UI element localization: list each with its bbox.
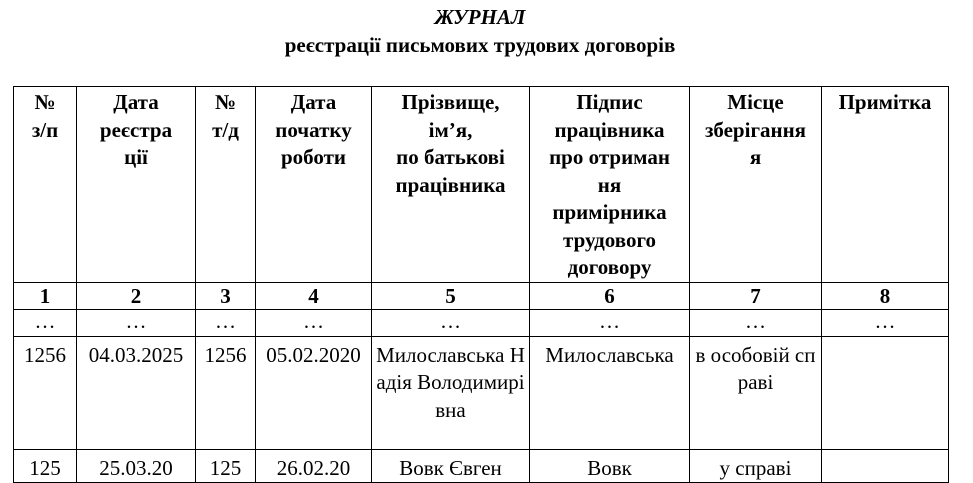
column-number: 7: [690, 282, 822, 309]
table-row: [14, 449, 949, 483]
ellipsis-cell: …: [690, 309, 822, 336]
document-title: ЖУРНАЛ: [434, 5, 526, 29]
column-number: 5: [372, 282, 530, 309]
storage-place-cell: в особовій справі: [690, 336, 822, 449]
table-row: [14, 336, 949, 449]
header-cell-no: № з/п: [14, 87, 77, 283]
header-cell-reg-date: Дата реєстра ції: [77, 87, 196, 283]
header-cell-storage: Місце зберігання я: [690, 87, 822, 283]
registration-journal-table: [13, 86, 949, 483]
note-cell: [822, 336, 949, 449]
column-number: 8: [822, 282, 949, 309]
registration-date-cell: 25.03.20: [77, 449, 196, 483]
start-date-cell: 26.02.20: [256, 449, 372, 483]
ellipsis-cell: …: [77, 309, 196, 336]
header-cell-signature: Підпис працівника про отриман ня примірника трудового договору: [530, 87, 690, 283]
start-date-cell: 05.02.2020: [256, 336, 372, 449]
storage-place-cell: у справі: [690, 449, 822, 483]
ellipsis-cell: …: [530, 309, 690, 336]
column-number: 4: [256, 282, 372, 309]
registration-date-cell: 04.03.2025: [77, 336, 196, 449]
ellipsis-cell: …: [256, 309, 372, 336]
header-cell-note: Примітка: [822, 87, 949, 283]
header-cell-full-name: Прізвище, ім’я, по батькові працівника: [372, 87, 530, 283]
contract-number-cell: 125: [196, 449, 256, 483]
ellipsis-cell: …: [372, 309, 530, 336]
ellipsis-cell: …: [196, 309, 256, 336]
signature-cell: Вовк: [530, 449, 690, 483]
signature-cell: Милославська: [530, 336, 690, 449]
row-number-cell: 1256: [14, 336, 77, 449]
column-number: 2: [77, 282, 196, 309]
header-cell-start-date: Дата початку роботи: [256, 87, 372, 283]
column-number: 3: [196, 282, 256, 309]
full-name-cell: Милославська Надія Володимирівна: [372, 336, 530, 449]
column-number: 6: [530, 282, 690, 309]
document-subtitle: реєстрації письмових трудових договорів: [284, 33, 676, 57]
table-header-row: [14, 87, 949, 283]
ellipsis-row: [14, 309, 949, 336]
column-number-row: [14, 282, 949, 309]
note-cell: [822, 449, 949, 483]
header-cell-td-no: № т/д: [196, 87, 256, 283]
column-number: 1: [14, 282, 77, 309]
ellipsis-cell: …: [14, 309, 77, 336]
contract-number-cell: 1256: [196, 336, 256, 449]
ellipsis-cell: …: [822, 309, 949, 336]
row-number-cell: 125: [14, 449, 77, 483]
full-name-cell: Вовк Євген: [372, 449, 530, 483]
